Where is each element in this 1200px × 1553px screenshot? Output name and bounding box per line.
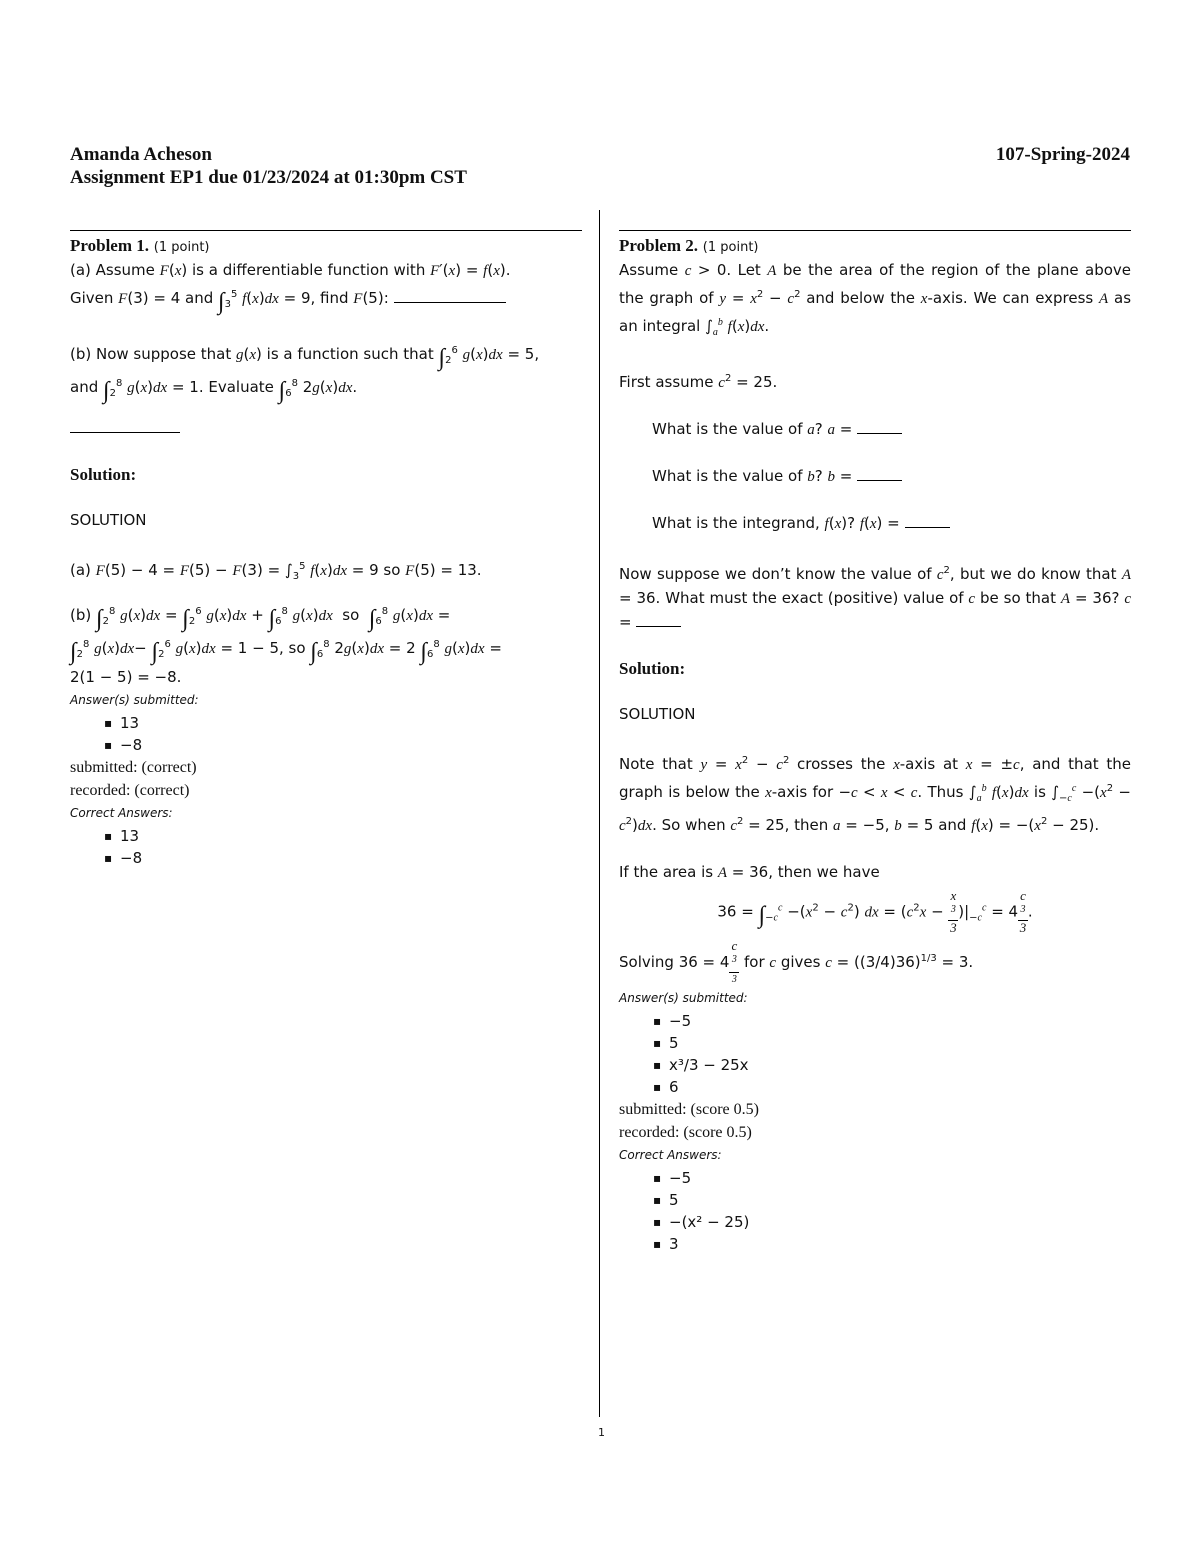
problem-1-recorded: recorded: (correct)	[70, 782, 190, 799]
problem-1-solution-b: (b) $\int_2^8$ $g(x)dx = \int_2^6$ $g(x)dx + \int_6^8$ g(x)dx so $\int_6^8$ g(x)dx = $\int_2^8$ $g(x)dx- \int_2^6$ g(x)dx = 1 − 5, so $\int_6^8$ 2g(x)dx = 2 $\int_6^8$ g(x)dx = 2(1 − 5) = −8.	[70, 606, 502, 686]
problem-1-title: Problem 1.	[70, 236, 150, 255]
list-item: ▪ 5	[669, 1189, 1131, 1211]
problem-2-submitted: submitted: (score 0.5)	[619, 1100, 759, 1118]
problem-1-answers-label: Answer(s) submitted:	[70, 693, 199, 707]
problem-1-correct-label: Correct Answers:	[70, 806, 173, 820]
course-name: 107-Spring-2024	[995, 144, 1130, 165]
problem-2-answers-list	[619, 1010, 1131, 1098]
problem-2	[619, 230, 1131, 1255]
problem-2-rule	[619, 230, 1131, 231]
problem-2-answers-label: Answer(s) submitted:	[619, 990, 748, 1005]
problem-1-rule	[70, 230, 582, 231]
list-item: ▪ −5	[669, 1010, 1131, 1032]
problem-2-now-suppose: Now suppose we don’t know the value of $c^2$, but we do know that A = 36. What must the exact (positive) value of c be so that A = 36? c =	[619, 565, 1132, 631]
problem-2-correct-list	[619, 1167, 1131, 1255]
list-item: ▪ −(x² − 25)	[669, 1211, 1131, 1233]
student-name: Amanda Acheson	[70, 144, 212, 165]
answer-blank-1a[interactable]	[394, 302, 506, 303]
list-item: ▪ 5	[669, 1032, 1131, 1054]
problem-1-part-a: (a) Assume F(x) is a differentiable function with F′(x) = f(x). Given F(3) = 4 and $\int_3^5$ f(x)dx = 9, find F(5):	[70, 261, 511, 315]
problem-1-answers-list	[70, 712, 582, 756]
list-item: ▪ x³/3 − 25x	[669, 1054, 1131, 1076]
problem-2-correct-label: Correct Answers:	[619, 1147, 722, 1162]
list-item: ▪ 13	[120, 825, 582, 847]
problem-2-solving: Solving 36 = 4 c $^3$ 3 for c gives $c = ((3/4)36)^{1/3} = 3$.	[619, 938, 974, 985]
answer-blank-a[interactable]	[857, 433, 902, 434]
problem-1-correct-list	[70, 825, 582, 869]
question-f: What is the integrand, f(x)? f(x) =	[619, 512, 1131, 536]
problem-2-note: Note that $y = x^2 - c^2$ crosses the x-axis at x = ±c, and that the graph is below the x-axis for −c < x < c. Thus $\int_a^b$ f(x)dx is $\int_{-c}^c -(x^2 - c^2)dx$. So when $c^2 = 25$, then a = −5, b = 5 and $f(x) = -(x^2 - 25)$.	[619, 755, 1131, 834]
problem-2-title: Problem 2.	[619, 236, 699, 255]
problem-1-solution-a: (a) $F(5) - 4 = F(5) - F(3) = \int_3^5$ f(x)dx = 9 so F(5) = 13.	[70, 561, 482, 582]
list-item: ▪ 6	[669, 1076, 1131, 1098]
problem-2-solution-label: Solution:	[619, 659, 686, 678]
question-b: What is the value of b? b =	[619, 465, 1131, 489]
list-item: ▪ −5	[669, 1167, 1131, 1189]
problem-2-if-area: If the area is A = 36, then we have	[619, 863, 880, 881]
answer-blank-b[interactable]	[857, 480, 902, 481]
assignment-title: Assignment EP1 due 01/23/2024 at 01:30pm CST	[70, 167, 467, 188]
problem-2-points: (1 point)	[702, 240, 759, 255]
problem-1	[70, 230, 582, 869]
list-item: ▪ −8	[120, 734, 582, 756]
question-a: What is the value of a? a =	[619, 418, 1131, 442]
display-equation: $36 = \int_{-c}^c -(x^2 - c^2)$ dx = ($c^2x$ − x $^3$ 3 )$|_{-c}^c = 4$ c $^3$ 3 .	[717, 888, 1033, 936]
column-divider	[599, 210, 600, 1417]
problem-2-intro: Assume c > 0. Let A be the area of the region of the plane above the graph of $y = x^2 - c^2$ and below the x-axis. We can express A as an integral $\int_a^b$ f(x)dx.	[619, 261, 1132, 338]
answer-blank-1b[interactable]	[70, 432, 180, 433]
problem-2-first-assume: First assume $c^2 = 25$.	[619, 373, 778, 391]
list-item: ▪ 13	[120, 712, 582, 734]
problem-1-part-b: (b) Now suppose that g(x) is a function such that $\int_2^6$ g(x)dx = 5, and $\int_2^8$ g(x)dx = 1. Evaluate $\int_6^8$ 2g(x)dx.	[70, 345, 540, 404]
problem-1-submitted: submitted: (correct)	[70, 759, 197, 776]
problem-1-solution-label: Solution:	[70, 465, 137, 484]
problem-2-recorded: recorded: (score 0.5)	[619, 1123, 752, 1141]
answer-blank-f[interactable]	[905, 527, 950, 528]
problem-1-solution-heading: SOLUTION	[70, 511, 147, 529]
problem-2-solution-heading: SOLUTION	[619, 705, 696, 723]
answer-blank-c[interactable]	[636, 626, 681, 627]
page-number: 1	[598, 1426, 605, 1439]
list-item: ▪ 3	[669, 1233, 1131, 1255]
list-item: ▪ −8	[120, 847, 582, 869]
problem-1-points: (1 point)	[153, 240, 210, 255]
